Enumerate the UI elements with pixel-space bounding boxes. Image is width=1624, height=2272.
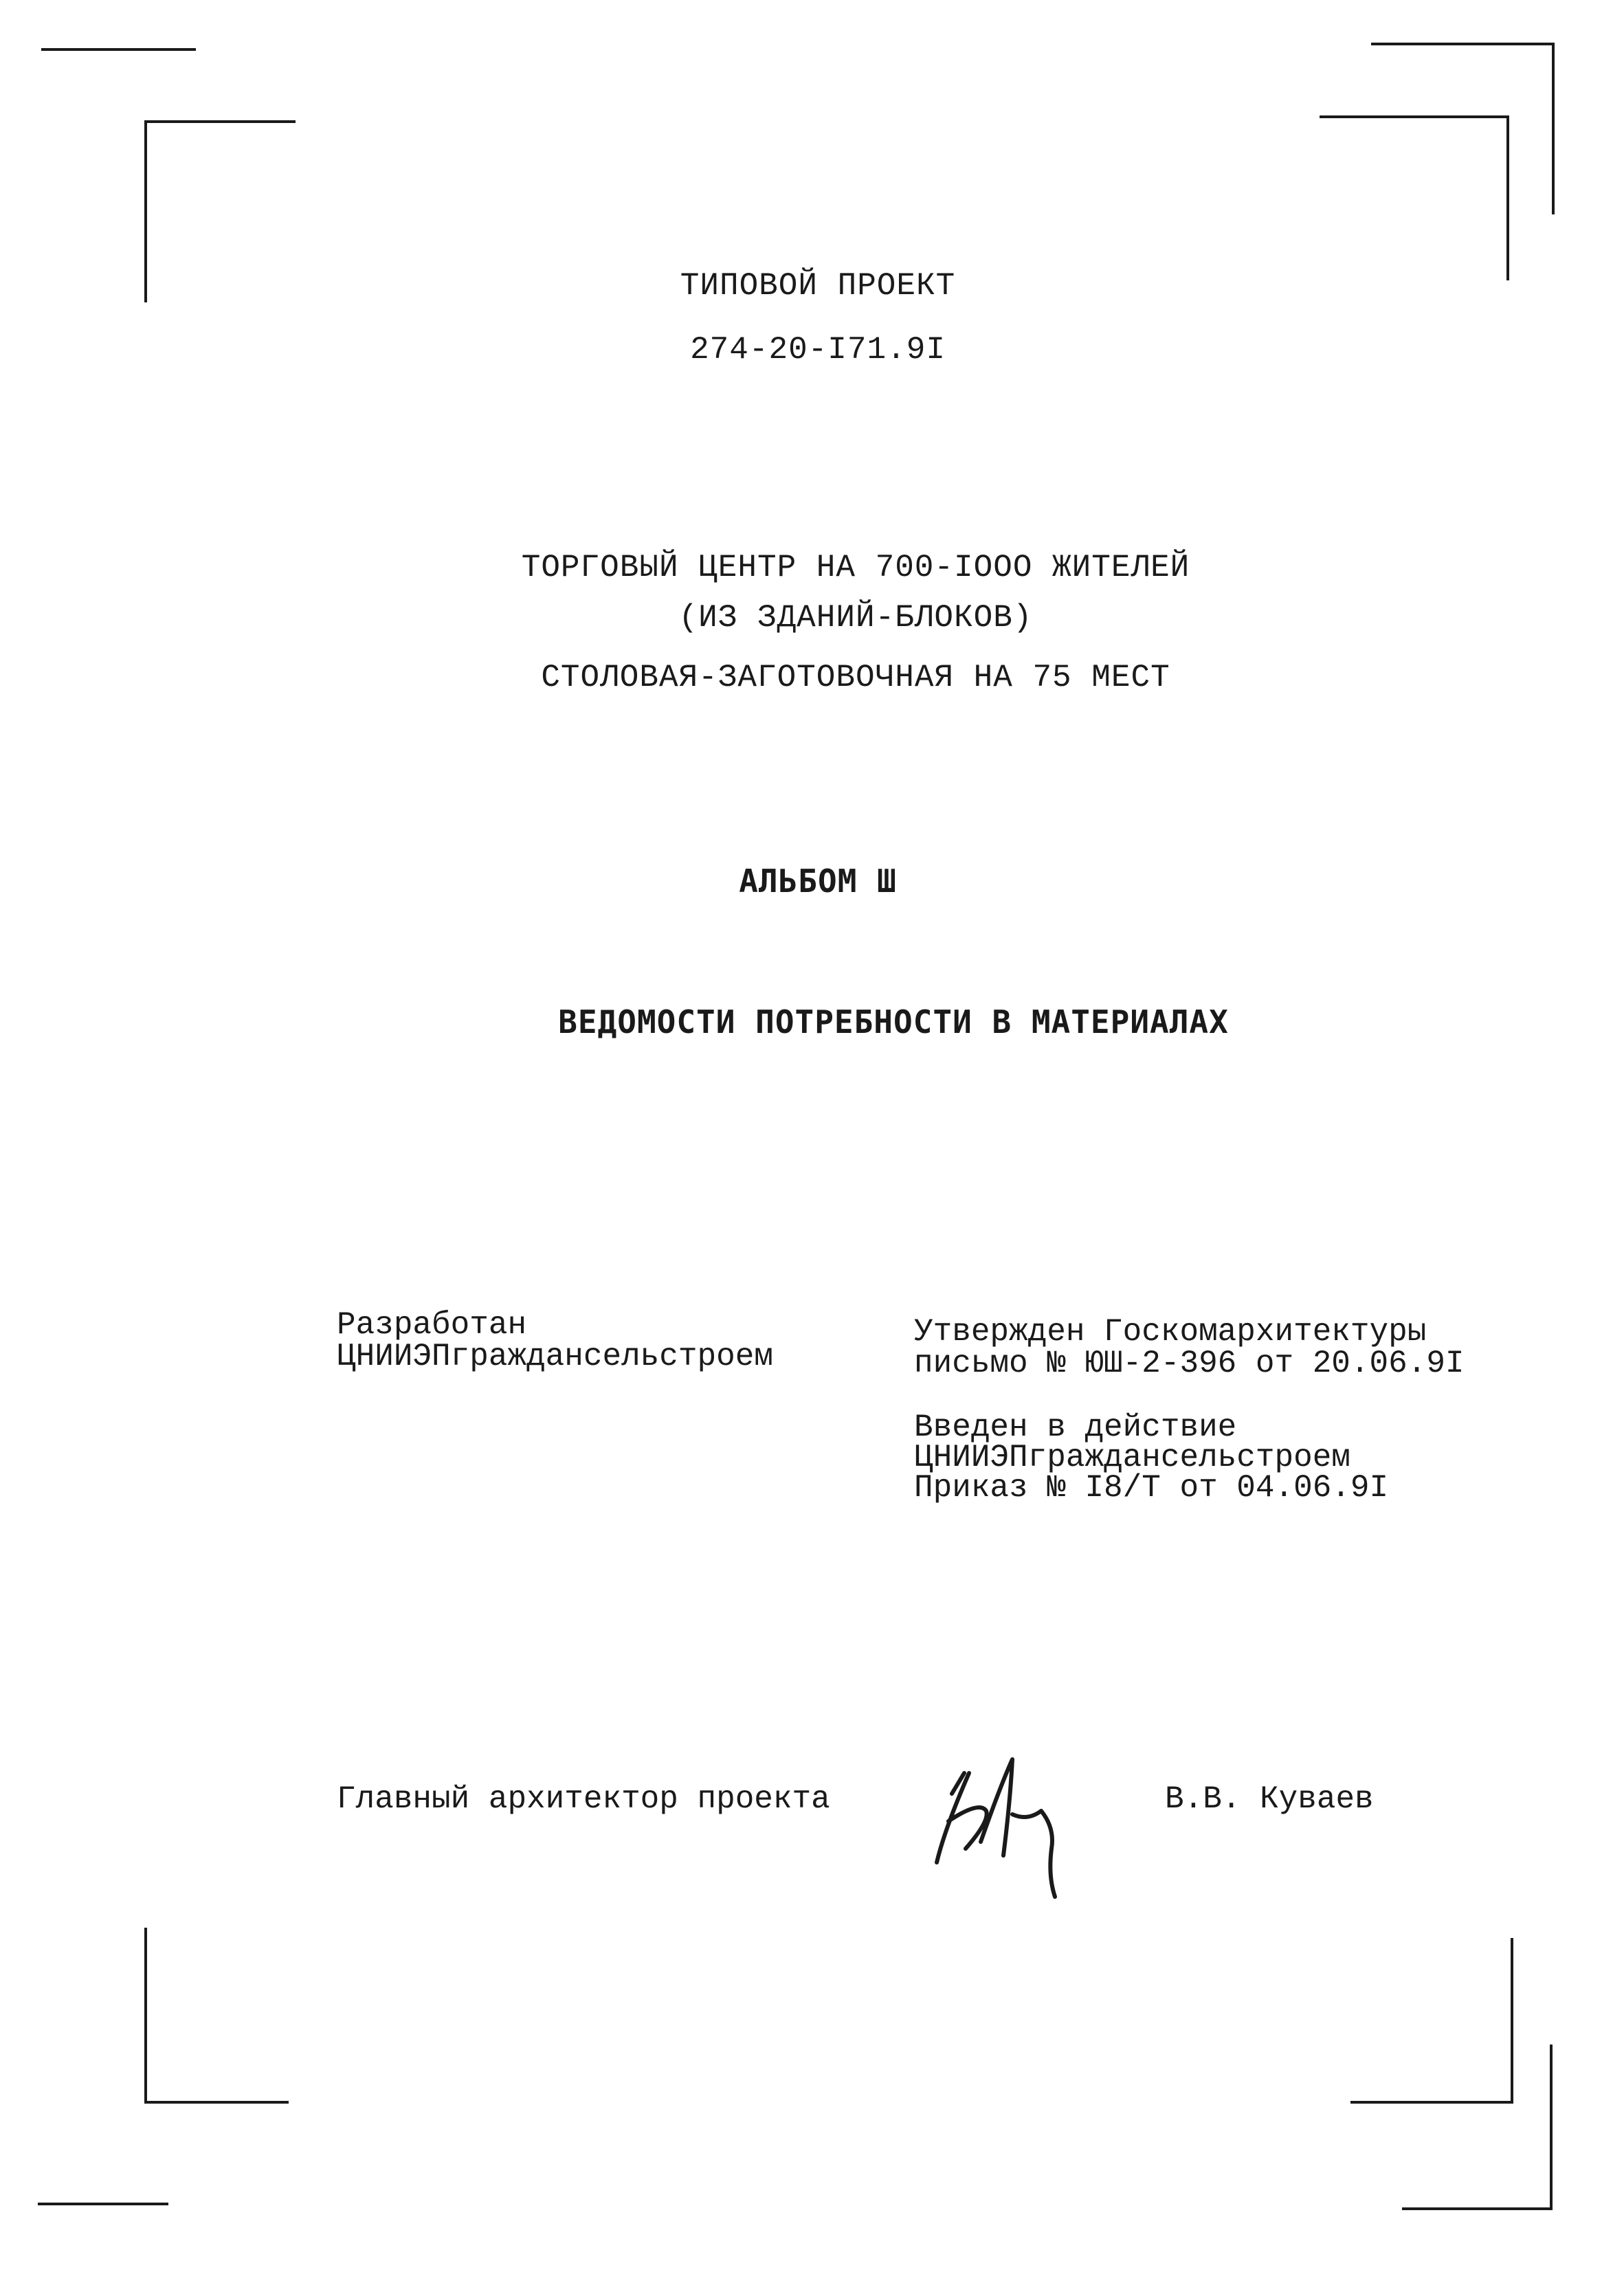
approved-line-2: письмо № ЮШ-2-396 от 20.06.9I bbox=[914, 1346, 1465, 1381]
title-line-1: ТОРГОВЫЙ ЦЕНТР НА 700-IOOO ЖИТЕЛЕЙ bbox=[521, 550, 1190, 586]
corner-mark-bottom-right-h bbox=[1350, 2101, 1513, 2104]
crop-mark-top-right-outer bbox=[1371, 43, 1553, 45]
signoff-role: Главный архитектор проекта bbox=[337, 1781, 830, 1817]
title-line-2: (ИЗ ЗДАНИЙ-БЛОКОВ) bbox=[678, 600, 1033, 636]
enacted-line-3: Приказ № I8/Т от 04.06.9I bbox=[914, 1470, 1389, 1506]
enacted-line-1: Введен в действие bbox=[914, 1410, 1237, 1445]
doc-number: 274-20-I71.9I bbox=[690, 332, 946, 368]
album-subject: ВЕДОМОСТИ ПОТРЕБНОСТИ В МАТЕРИАЛАХ bbox=[558, 1003, 1229, 1040]
enacted-line-2: ЦНИИЭПграждансельстроем bbox=[914, 1440, 1350, 1475]
corner-mark-bottom-left-h bbox=[144, 2101, 289, 2104]
corner-mark-bottom-left-v bbox=[144, 1928, 147, 2103]
corner-mark-top-right-v bbox=[1506, 115, 1509, 280]
crop-mark-bottom-left-outer bbox=[38, 2203, 168, 2205]
approved-block bbox=[914, 1316, 1465, 1379]
approved-line-1: Утвержден Госкомархитектуры bbox=[914, 1314, 1427, 1350]
corner-mark-top-left-h bbox=[144, 120, 296, 123]
corner-mark-bottom-right-v bbox=[1511, 1938, 1513, 2103]
crop-mark-top-right-outer-v bbox=[1552, 43, 1555, 214]
signature-stroke bbox=[937, 1759, 1055, 1897]
title-line-3: СТОЛОВАЯ-ЗАГОТОВОЧНАЯ НА 75 МЕСТ bbox=[541, 660, 1170, 695]
developed-org: ЦНИИЭПграждансельстроем bbox=[337, 1339, 773, 1374]
signoff-name: В.В. Куваев bbox=[1165, 1781, 1374, 1817]
album-label: АЛЬБОМ Ш bbox=[739, 862, 897, 900]
crop-mark-top-left-outer bbox=[41, 48, 196, 51]
developed-block bbox=[337, 1309, 773, 1372]
doc-type: ТИПОВОЙ ПРОЕКТ bbox=[680, 268, 956, 304]
signature-image bbox=[931, 1746, 1096, 1904]
corner-mark-top-right-h bbox=[1320, 115, 1509, 118]
enacted-block bbox=[914, 1410, 1389, 1506]
crop-mark-bottom-right-outer-v bbox=[1550, 2045, 1553, 2209]
crop-mark-bottom-right-outer bbox=[1402, 2207, 1553, 2210]
developed-label: Разработан bbox=[337, 1307, 527, 1343]
